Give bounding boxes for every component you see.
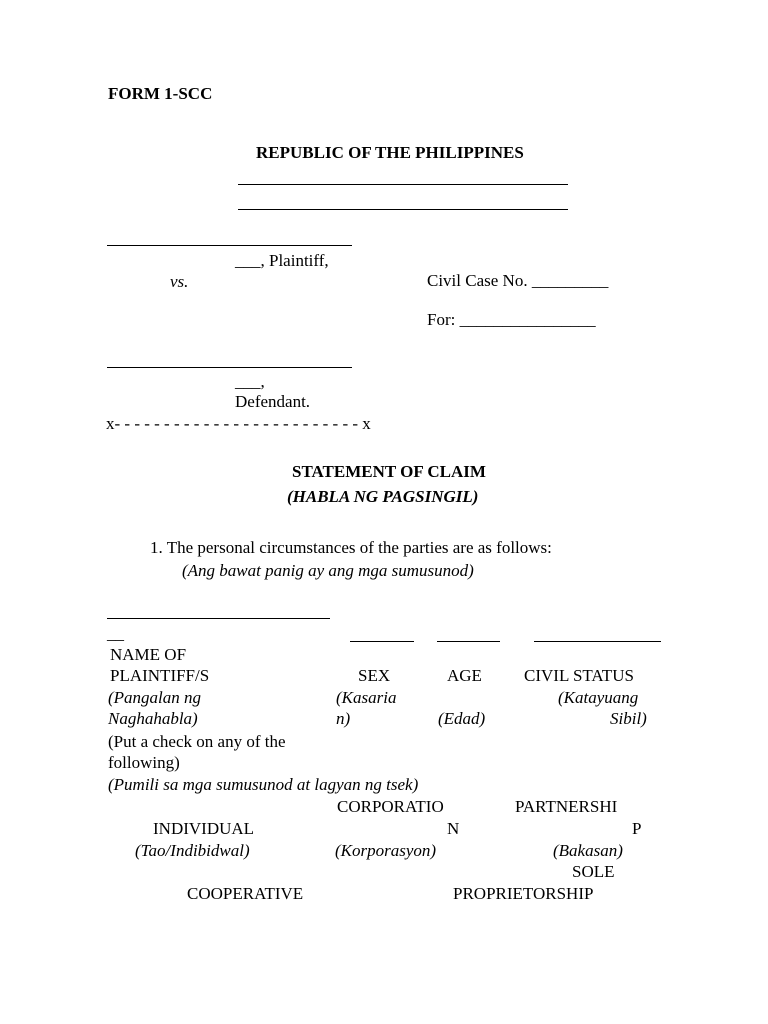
option-individual-tagalog: (Tao/Indibidwal) — [135, 841, 250, 860]
civil-status-tagalog-line-1: (Katayuang — [558, 688, 639, 707]
case-for-field[interactable]: For: ________________ — [427, 310, 596, 329]
option-partnership-line-1[interactable]: PARTNERSHI — [515, 797, 618, 816]
name-tagalog-line-2: Naghahabla) — [108, 709, 198, 728]
plaintiff-label: ___, Plaintiff, — [235, 251, 329, 270]
age-tagalog: (Edad) — [438, 709, 486, 728]
check-instruction-line-2: following) — [108, 753, 180, 772]
civil-status-column-blank[interactable] — [534, 641, 661, 642]
defendant-name-blank[interactable] — [107, 367, 352, 368]
check-instruction-line-1: (Put a check on any of the — [108, 732, 286, 751]
option-corporation-tagalog: (Korporasyon) — [335, 841, 437, 860]
name-tagalog-line-1: (Pangalan ng — [108, 688, 202, 707]
versus-label: vs. — [170, 272, 189, 291]
court-name-blank-1[interactable] — [238, 184, 568, 185]
form-code: FORM 1-SCC — [108, 84, 213, 103]
option-cooperative[interactable]: COOPERATIVE — [187, 884, 304, 903]
item-1-tagalog: (Ang bawat panig ay ang mga sumusunod) — [182, 561, 474, 580]
statement-title-tagalog: (HABLA NG PAGSINGIL) — [287, 487, 479, 506]
civil-case-number-field[interactable]: Civil Case No. _________ — [427, 271, 609, 290]
option-partnership-tagalog: (Bakasan) — [553, 841, 623, 860]
sex-tagalog-line-1: (Kasaria — [336, 688, 397, 707]
defendant-label: Defendant. — [235, 392, 311, 411]
option-partnership-line-2[interactable]: P — [632, 819, 642, 838]
name-header-line-1: NAME OF — [110, 645, 187, 664]
age-column-blank[interactable] — [437, 641, 500, 642]
option-corporation-line-1[interactable]: CORPORATIO — [337, 797, 444, 816]
name-column-blank-stub: __ — [107, 624, 124, 643]
item-1-text: 1. The personal circumstances of the parties are as follows: — [150, 538, 552, 557]
sex-header: SEX — [358, 666, 391, 685]
option-sole-proprietorship-line-2[interactable]: PROPRIETORSHIP — [453, 884, 594, 903]
plaintiff-name-blank[interactable] — [107, 245, 352, 246]
check-instruction-tagalog: (Pumili sa mga sumusunod at lagyan ng tsek) — [108, 775, 419, 794]
sex-column-blank[interactable] — [350, 641, 414, 642]
option-sole-proprietorship-line-1[interactable]: SOLE — [572, 862, 615, 881]
statement-title: STATEMENT OF CLAIM — [292, 462, 486, 481]
age-header: AGE — [447, 666, 482, 685]
defendant-blank: ___, — [235, 372, 265, 391]
caption-separator: x- - - - - - - - - - - - - - - - - - - - - - - - - x — [106, 414, 371, 433]
name-header-line-2: PLAINTIFF/S — [110, 666, 210, 685]
civil-status-tagalog-line-2: Sibil) — [610, 709, 647, 728]
court-name-blank-2[interactable] — [238, 209, 568, 210]
civil-status-header: CIVIL STATUS — [524, 666, 634, 685]
name-column-blank-top[interactable] — [107, 618, 330, 619]
sex-tagalog-line-2: n) — [336, 709, 351, 728]
option-corporation-line-2[interactable]: N — [447, 819, 460, 838]
option-individual[interactable]: INDIVIDUAL — [153, 819, 255, 838]
republic-heading: REPUBLIC OF THE PHILIPPINES — [256, 143, 524, 162]
